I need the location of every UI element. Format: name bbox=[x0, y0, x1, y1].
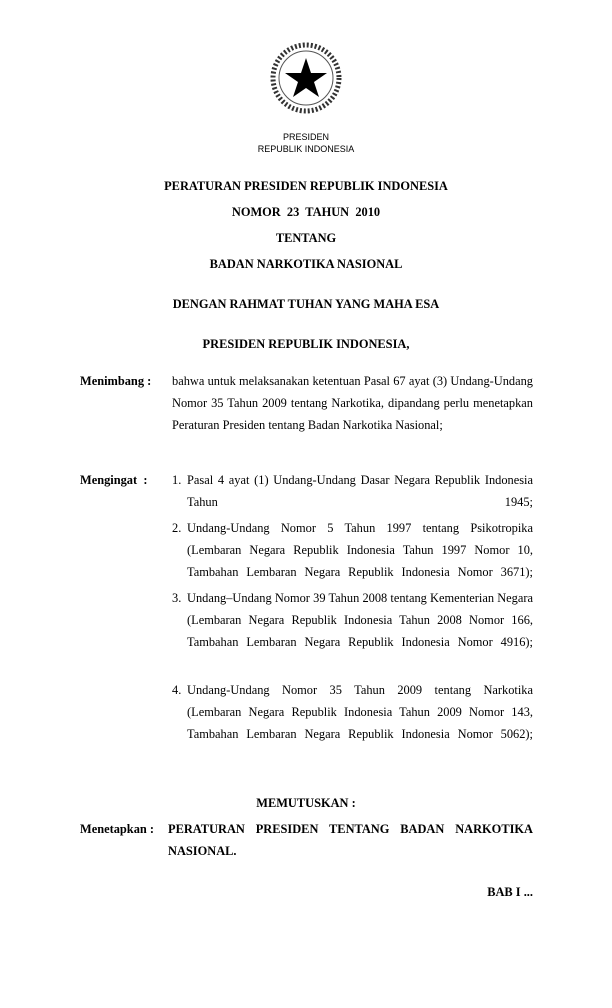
list-item bbox=[172, 679, 533, 767]
header-republik: REPUBLIK INDONESIA bbox=[257, 144, 355, 154]
item-number: 3. bbox=[172, 591, 182, 605]
title-line-1: PERATURAN PRESIDEN REPUBLIK INDONESIA bbox=[164, 179, 448, 193]
next-page-marker: BAB I ... bbox=[487, 885, 533, 899]
item-text: Undang–Undang Nomor 39 Tahun 2008 tentang Kementerian Negara (Lembaran Negara Republik Indonesia Tahun 2008 Nomor 166, Tambahan Lembaran Negara Republik Indonesia Nomor 4916); bbox=[187, 591, 533, 649]
menetapkan-label: Menetapkan : bbox=[80, 822, 154, 836]
menetapkan-text: PERATURAN PRESIDEN TENTANG BADAN NARKOTIKA NASIONAL. bbox=[168, 822, 533, 858]
menimbang-label: Menimbang : bbox=[80, 374, 152, 388]
item-number: 4. bbox=[172, 683, 182, 697]
item-text: Undang-Undang Nomor 35 Tahun 2009 tentang Narkotika (Lembaran Negara Republik Indonesia Tahun 2009 Nomor 143, Tambahan Lembaran Negara Republik Indonesia Nomor 5062); bbox=[187, 683, 533, 741]
item-text: Undang-Undang Nomor 5 Tahun 1997 tentang Psikotropika (Lembaran Negara Republik Indonesia Tahun 1997 Nomor 10, Tambahan Lembaran Negara Republik Indonesia Nomor 3671); bbox=[187, 521, 533, 579]
title-subject: BADAN NARKOTIKA NASIONAL bbox=[209, 257, 403, 271]
list-item bbox=[172, 587, 533, 675]
title-tentang: TENTANG bbox=[275, 231, 337, 245]
preamble: DENGAN RAHMAT TUHAN YANG MAHA ESA bbox=[172, 297, 440, 311]
garuda-emblem-icon bbox=[268, 40, 344, 116]
title-number: NOMOR 23 TAHUN 2010 bbox=[231, 205, 381, 219]
item-number: 2. bbox=[172, 521, 182, 535]
menimbang-text: bahwa untuk melaksanakan ketentuan Pasal 67 ayat (3) Undang-Undang Nomor 35 Tahun 2009 tentang Narkotika, dipandang perlu menetapkan Peraturan Presiden tentang Badan Narkotika Nasional; bbox=[172, 374, 533, 432]
mengingat-label: Mengingat : bbox=[80, 473, 148, 487]
header-presiden: PRESIDEN bbox=[282, 132, 329, 142]
item-text: Pasal 4 ayat (1) Undang-Undang Dasar Negara Republik Indonesia Tahun 1945; bbox=[187, 473, 533, 509]
president-heading: PRESIDEN REPUBLIK INDONESIA, bbox=[202, 337, 410, 351]
memutuskan-heading: MEMUTUSKAN : bbox=[256, 796, 356, 810]
item-number: 1. bbox=[172, 473, 182, 487]
